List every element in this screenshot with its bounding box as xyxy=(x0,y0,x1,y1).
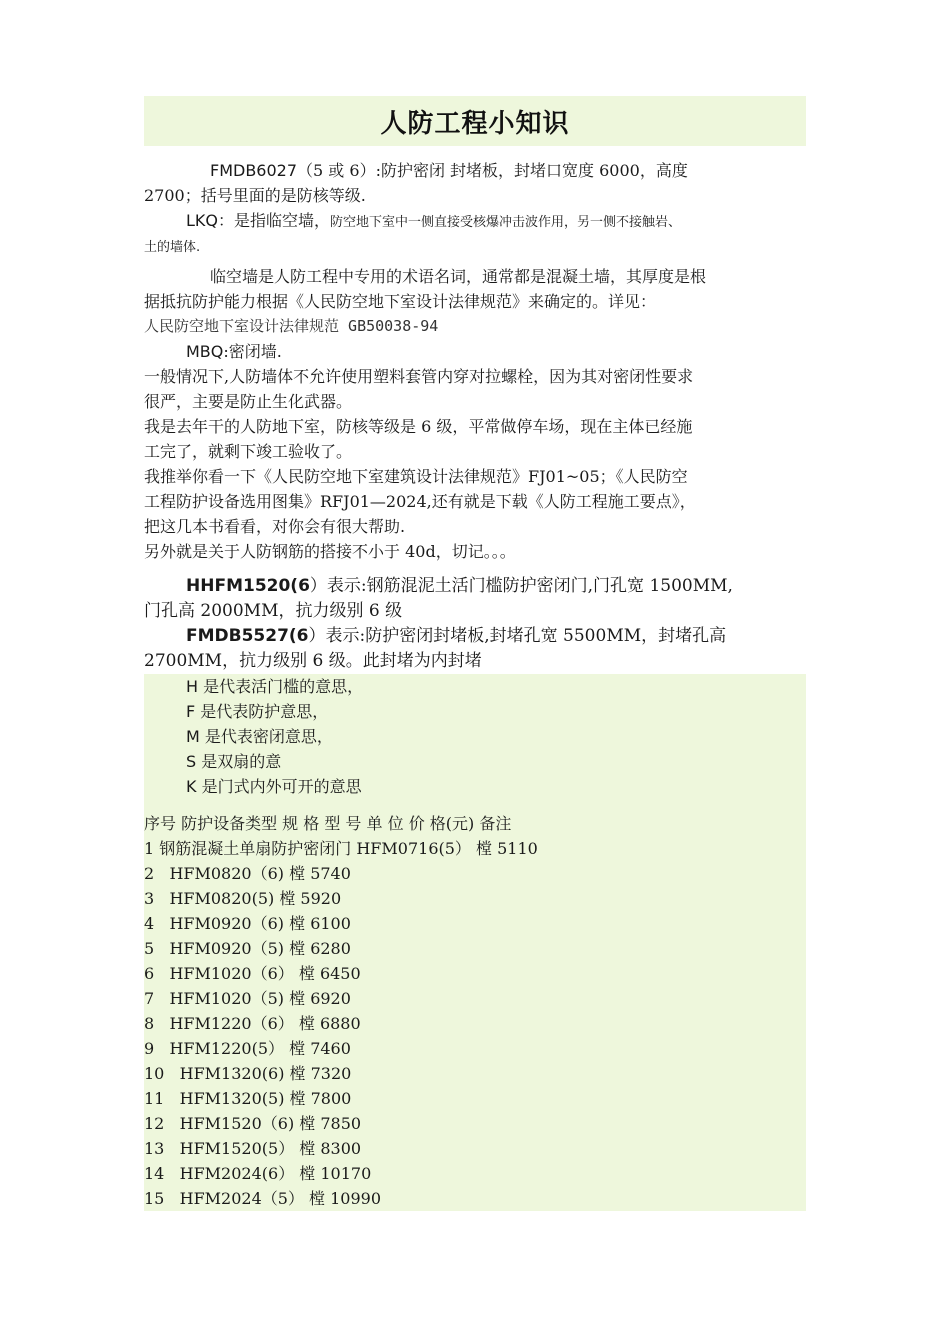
paragraph-line: 另外就是关于人防钢筋的搭接不小于 40d，切记。。。 xyxy=(144,542,516,561)
table-row: 11 HFM1320(5) 樘 7800 xyxy=(144,1089,352,1108)
legend-and-table-block xyxy=(144,674,806,1211)
table-row: 10 HFM1320(6) 樘 7320 xyxy=(144,1064,352,1083)
page-title: 人防工程小知识 xyxy=(380,108,570,139)
paragraph-line: 工程防护设备选用图集》RFJ01—2024,还有就是下载《人防工程施工要点》， xyxy=(144,492,696,511)
paragraph-line: 2700MM，抗力级别 6 级。此封堵为内封堵 xyxy=(144,651,482,671)
paragraph-fmdb6027 xyxy=(144,158,806,183)
table-row: 13 HFM1520(5） 樘 8300 xyxy=(144,1139,362,1158)
table-row: 2 HFM0820（6) 樘 5740 xyxy=(144,864,351,883)
term-lkq: LKQ xyxy=(186,211,218,230)
paragraph-line: 2700；括号里面的是防核等级. xyxy=(144,186,366,205)
table-row: 3 HFM0820(5) 樘 5920 xyxy=(144,889,342,908)
paragraph-fmdb5527 xyxy=(144,624,806,649)
paragraph-text: （5 或 6）:防护密闭 封堵板，封堵口宽度 6000，高度 xyxy=(297,161,688,180)
table-row: 4 HFM0920（6) 樘 6100 xyxy=(144,914,351,933)
title-banner xyxy=(144,96,806,146)
paragraph-text: ）表示:钢筋混泥土活门槛防护密闭门,门孔宽 1500MM, xyxy=(309,576,733,596)
paragraph-line: 人民防空地下室设计法律规范 GB50038-94 xyxy=(144,317,439,335)
paragraph-line: 我推举你看一下《人民防空地下室建筑设计法律规范》FJ01~05；《人民防空 xyxy=(144,467,688,486)
table-row: 9 HFM1220(5） 樘 7460 xyxy=(144,1039,351,1058)
paragraph-mbq xyxy=(144,339,806,364)
paragraph-line: 门孔高 2000MM，抗力级别 6 级 xyxy=(144,601,403,621)
legend-item: F 是代表防护意思， xyxy=(186,702,329,721)
paragraph-line: 很严，主要是防止生化武器。 xyxy=(144,392,353,411)
legend-item: H 是代表活门槛的意思， xyxy=(186,677,364,696)
paragraph-line: 临空墙是人防工程中专用的术语名词，通常都是混凝土墙，其厚度是根 xyxy=(210,267,707,286)
term-fmdb6027: FMDB6027 xyxy=(210,161,298,180)
table-row: 6 HFM1020（6） 樘 6450 xyxy=(144,964,361,983)
paragraph-line: 据抵抗防护能力根据《人民防空地下室设计法律规范》来确定的。详见： xyxy=(144,292,657,311)
legend-item: S 是双扇的意 xyxy=(186,752,282,771)
paragraph-line: 我是去年干的人防地下室，防核等级是 6 级，平常做停车场，现在主体已经施 xyxy=(144,417,693,436)
paragraph-line: 一般情况下,人防墙体不允许使用塑料套管内穿对拉螺栓，因为其对密闭性要求 xyxy=(144,367,694,386)
paragraph-text: :密闭墙. xyxy=(223,342,282,361)
legend-item: M 是代表密闭意思， xyxy=(186,727,333,746)
paragraph-text: ：是指临空墙， xyxy=(218,211,331,230)
table-row: 15 HFM2024（5） 樘 10990 xyxy=(144,1189,382,1208)
price-table-header: 序号 防护设备类型 规 格 型 号 单 位 价 格(元) 备注 xyxy=(144,814,512,833)
table-row: 1 钢筋混凝土单扇防护密闭门 HFM0716(5） 樘 5110 xyxy=(144,839,538,858)
term-mbq: MBQ xyxy=(186,342,224,361)
term-hhfm1520: HHFM1520(6 xyxy=(186,576,310,596)
paragraph-text: ）表示:防护密闭封堵板,封堵孔宽 5500MM，封堵孔高 xyxy=(308,626,727,646)
table-row: 12 HFM1520（6) 樘 7850 xyxy=(144,1114,362,1133)
document-page xyxy=(144,96,806,1211)
paragraph-hhfm1520 xyxy=(144,574,806,599)
paragraph-line: 土的墙体. xyxy=(144,240,201,255)
paragraph-lkq xyxy=(144,208,806,235)
table-row: 8 HFM1220（6） 樘 6880 xyxy=(144,1014,361,1033)
paragraph-text: 防空地下室中一侧直接受核爆冲击波作用，另一侧不接触岩、 xyxy=(330,215,682,230)
paragraph-line: 把这几本书看看，对你会有很大帮助. xyxy=(144,517,406,536)
legend-item: K 是门式内外可开的意思 xyxy=(186,777,362,796)
paragraph-line: 工完了，就剩下竣工验收了。 xyxy=(144,442,353,461)
table-row: 14 HFM2024(6） 樘 10170 xyxy=(144,1164,372,1183)
table-row: 5 HFM0920（5) 樘 6280 xyxy=(144,939,351,958)
table-row: 7 HFM1020（5) 樘 6920 xyxy=(144,989,351,1008)
term-fmdb5527: FMDB5527(6 xyxy=(186,626,309,646)
